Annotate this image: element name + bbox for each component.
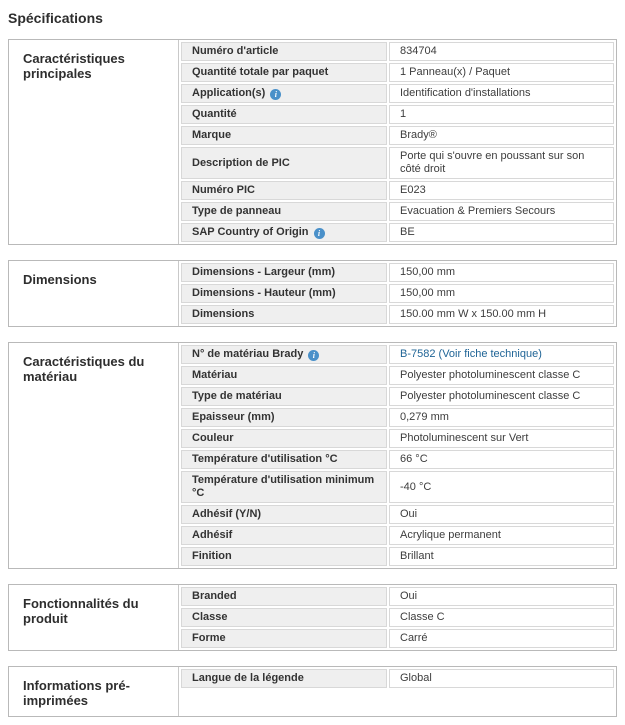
spec-label-cell — [181, 408, 387, 427]
spec-value: Brady® — [389, 126, 614, 145]
spec-label-cell — [181, 366, 387, 385]
spec-label-text: Adhésif (Y/N) — [192, 508, 262, 520]
spec-row — [181, 387, 614, 406]
spec-label-text: Langue de la légende — [192, 672, 304, 684]
section-title: Caractéristiques du matériau — [9, 343, 179, 568]
spec-value: Global — [389, 669, 614, 688]
spec-value: Polyester photoluminescent classe C — [389, 366, 614, 385]
spec-label-text: Couleur — [192, 432, 234, 444]
spec-label-cell — [181, 105, 387, 124]
spec-row — [181, 105, 614, 124]
spec-row — [181, 181, 614, 200]
spec-label-cell — [181, 181, 387, 200]
spec-label-text: Numéro PIC — [192, 184, 255, 196]
spec-label-text: Dimensions — [192, 308, 255, 320]
spec-label-cell — [181, 263, 387, 282]
spec-label-cell — [181, 608, 387, 627]
spec-label-text: Adhésif — [192, 529, 233, 541]
spec-row — [181, 505, 614, 524]
spec-label-cell — [181, 284, 387, 303]
spec-value: Classe C — [389, 608, 614, 627]
section-rows — [179, 343, 616, 568]
info-icon[interactable]: i — [314, 228, 325, 239]
spec-label-text: Forme — [192, 632, 226, 644]
spec-value: Polyester photoluminescent classe C — [389, 387, 614, 406]
spec-label-cell — [181, 126, 387, 145]
spec-section — [8, 666, 617, 717]
spec-label-cell — [181, 42, 387, 61]
spec-row — [181, 63, 614, 82]
spec-label-text: Branded — [192, 590, 237, 602]
spec-label-text: Température d'utilisation minimum °C — [192, 474, 375, 499]
spec-row — [181, 450, 614, 469]
spec-label-cell — [181, 305, 387, 324]
spec-section — [8, 39, 617, 245]
spec-value: Brillant — [389, 547, 614, 566]
section-rows — [179, 261, 616, 326]
spec-label-text: N° de matériau Brady — [192, 348, 304, 360]
spec-row — [181, 147, 614, 179]
section-title: Dimensions — [9, 261, 179, 326]
spec-value: Oui — [389, 505, 614, 524]
spec-value: 150.00 mm W x 150.00 mm H — [389, 305, 614, 324]
spec-row — [181, 223, 614, 242]
spec-row — [181, 284, 614, 303]
spec-label-text: Dimensions - Hauteur (mm) — [192, 287, 336, 299]
section-title: Caractéristiques principales — [9, 40, 179, 244]
spec-label-cell — [181, 450, 387, 469]
section-rows — [179, 667, 616, 716]
section-rows — [179, 585, 616, 650]
spec-label-text: Numéro d'article — [192, 45, 279, 57]
spec-label-cell — [181, 505, 387, 524]
spec-label-text: Quantité — [192, 108, 237, 120]
section-title: Fonctionnalités du produit — [9, 585, 179, 650]
spec-label-text: Type de panneau — [192, 205, 282, 217]
spec-row — [181, 669, 614, 688]
spec-label-cell — [181, 669, 387, 688]
spec-value: 1 — [389, 105, 614, 124]
spec-label-cell — [181, 387, 387, 406]
spec-label-cell — [181, 345, 387, 364]
section-rows — [179, 40, 616, 244]
spec-row — [181, 471, 614, 503]
spec-row — [181, 408, 614, 427]
spec-row — [181, 263, 614, 282]
spec-label-cell — [181, 471, 387, 503]
spec-value: 1 Panneau(x) / Paquet — [389, 63, 614, 82]
spec-row — [181, 84, 614, 103]
spec-label-cell — [181, 223, 387, 242]
spec-row — [181, 547, 614, 566]
spec-value: Porte qui s'ouvre en poussant sur son côté droit — [389, 147, 614, 179]
specifications-panel — [8, 39, 617, 717]
spec-label-cell — [181, 429, 387, 448]
spec-value: Acrylique permanent — [389, 526, 614, 545]
info-icon[interactable]: i — [308, 350, 319, 361]
spec-label-text: SAP Country of Origin — [192, 226, 309, 238]
spec-label-cell — [181, 84, 387, 103]
spec-value: -40 °C — [389, 471, 614, 503]
spec-row — [181, 42, 614, 61]
spec-row — [181, 305, 614, 324]
spec-value: 834704 — [389, 42, 614, 61]
spec-row — [181, 366, 614, 385]
spec-row — [181, 629, 614, 648]
spec-label-text: Matériau — [192, 369, 238, 381]
spec-value: 150,00 mm — [389, 284, 614, 303]
spec-value: 0,279 mm — [389, 408, 614, 427]
spec-section — [8, 342, 617, 569]
spec-section — [8, 584, 617, 651]
material-datasheet-link[interactable]: B-7582 (Voir fiche technique) — [389, 345, 614, 364]
spec-label-text: Quantité totale par paquet — [192, 66, 329, 78]
spec-label-text: Classe — [192, 611, 228, 623]
spec-row — [181, 608, 614, 627]
info-icon[interactable]: i — [270, 89, 281, 100]
spec-row — [181, 126, 614, 145]
spec-label-text: Application(s) — [192, 87, 266, 99]
spec-label-cell — [181, 63, 387, 82]
spec-label-text: Finition — [192, 550, 232, 562]
spec-section — [8, 260, 617, 327]
spec-label-text: Température d'utilisation °C — [192, 453, 338, 465]
spec-label-cell — [181, 202, 387, 221]
spec-value: 150,00 mm — [389, 263, 614, 282]
spec-label-text: Type de matériau — [192, 390, 282, 402]
spec-label-text: Epaisseur (mm) — [192, 411, 275, 423]
spec-value: Carré — [389, 629, 614, 648]
page-title: Spécifications — [8, 10, 103, 26]
spec-label-cell — [181, 629, 387, 648]
spec-label-cell — [181, 526, 387, 545]
spec-value: Evacuation & Premiers Secours — [389, 202, 614, 221]
spec-label-text: Description de PIC — [192, 156, 290, 169]
spec-label-text: Dimensions - Largeur (mm) — [192, 266, 336, 278]
spec-row — [181, 587, 614, 606]
spec-label-text: Marque — [192, 129, 232, 141]
spec-row — [181, 429, 614, 448]
spec-value: 66 °C — [389, 450, 614, 469]
spec-value: E023 — [389, 181, 614, 200]
spec-value: Oui — [389, 587, 614, 606]
spec-row — [181, 202, 614, 221]
spec-value: Identification d'installations — [389, 84, 614, 103]
section-title: Informations pré-imprimées — [9, 667, 179, 716]
spec-row — [181, 345, 614, 364]
spec-label-cell — [181, 147, 387, 179]
spec-label-cell — [181, 547, 387, 566]
spec-row — [181, 526, 614, 545]
spec-label-cell — [181, 587, 387, 606]
spec-value: BE — [389, 223, 614, 242]
spec-value: Photoluminescent sur Vert — [389, 429, 614, 448]
